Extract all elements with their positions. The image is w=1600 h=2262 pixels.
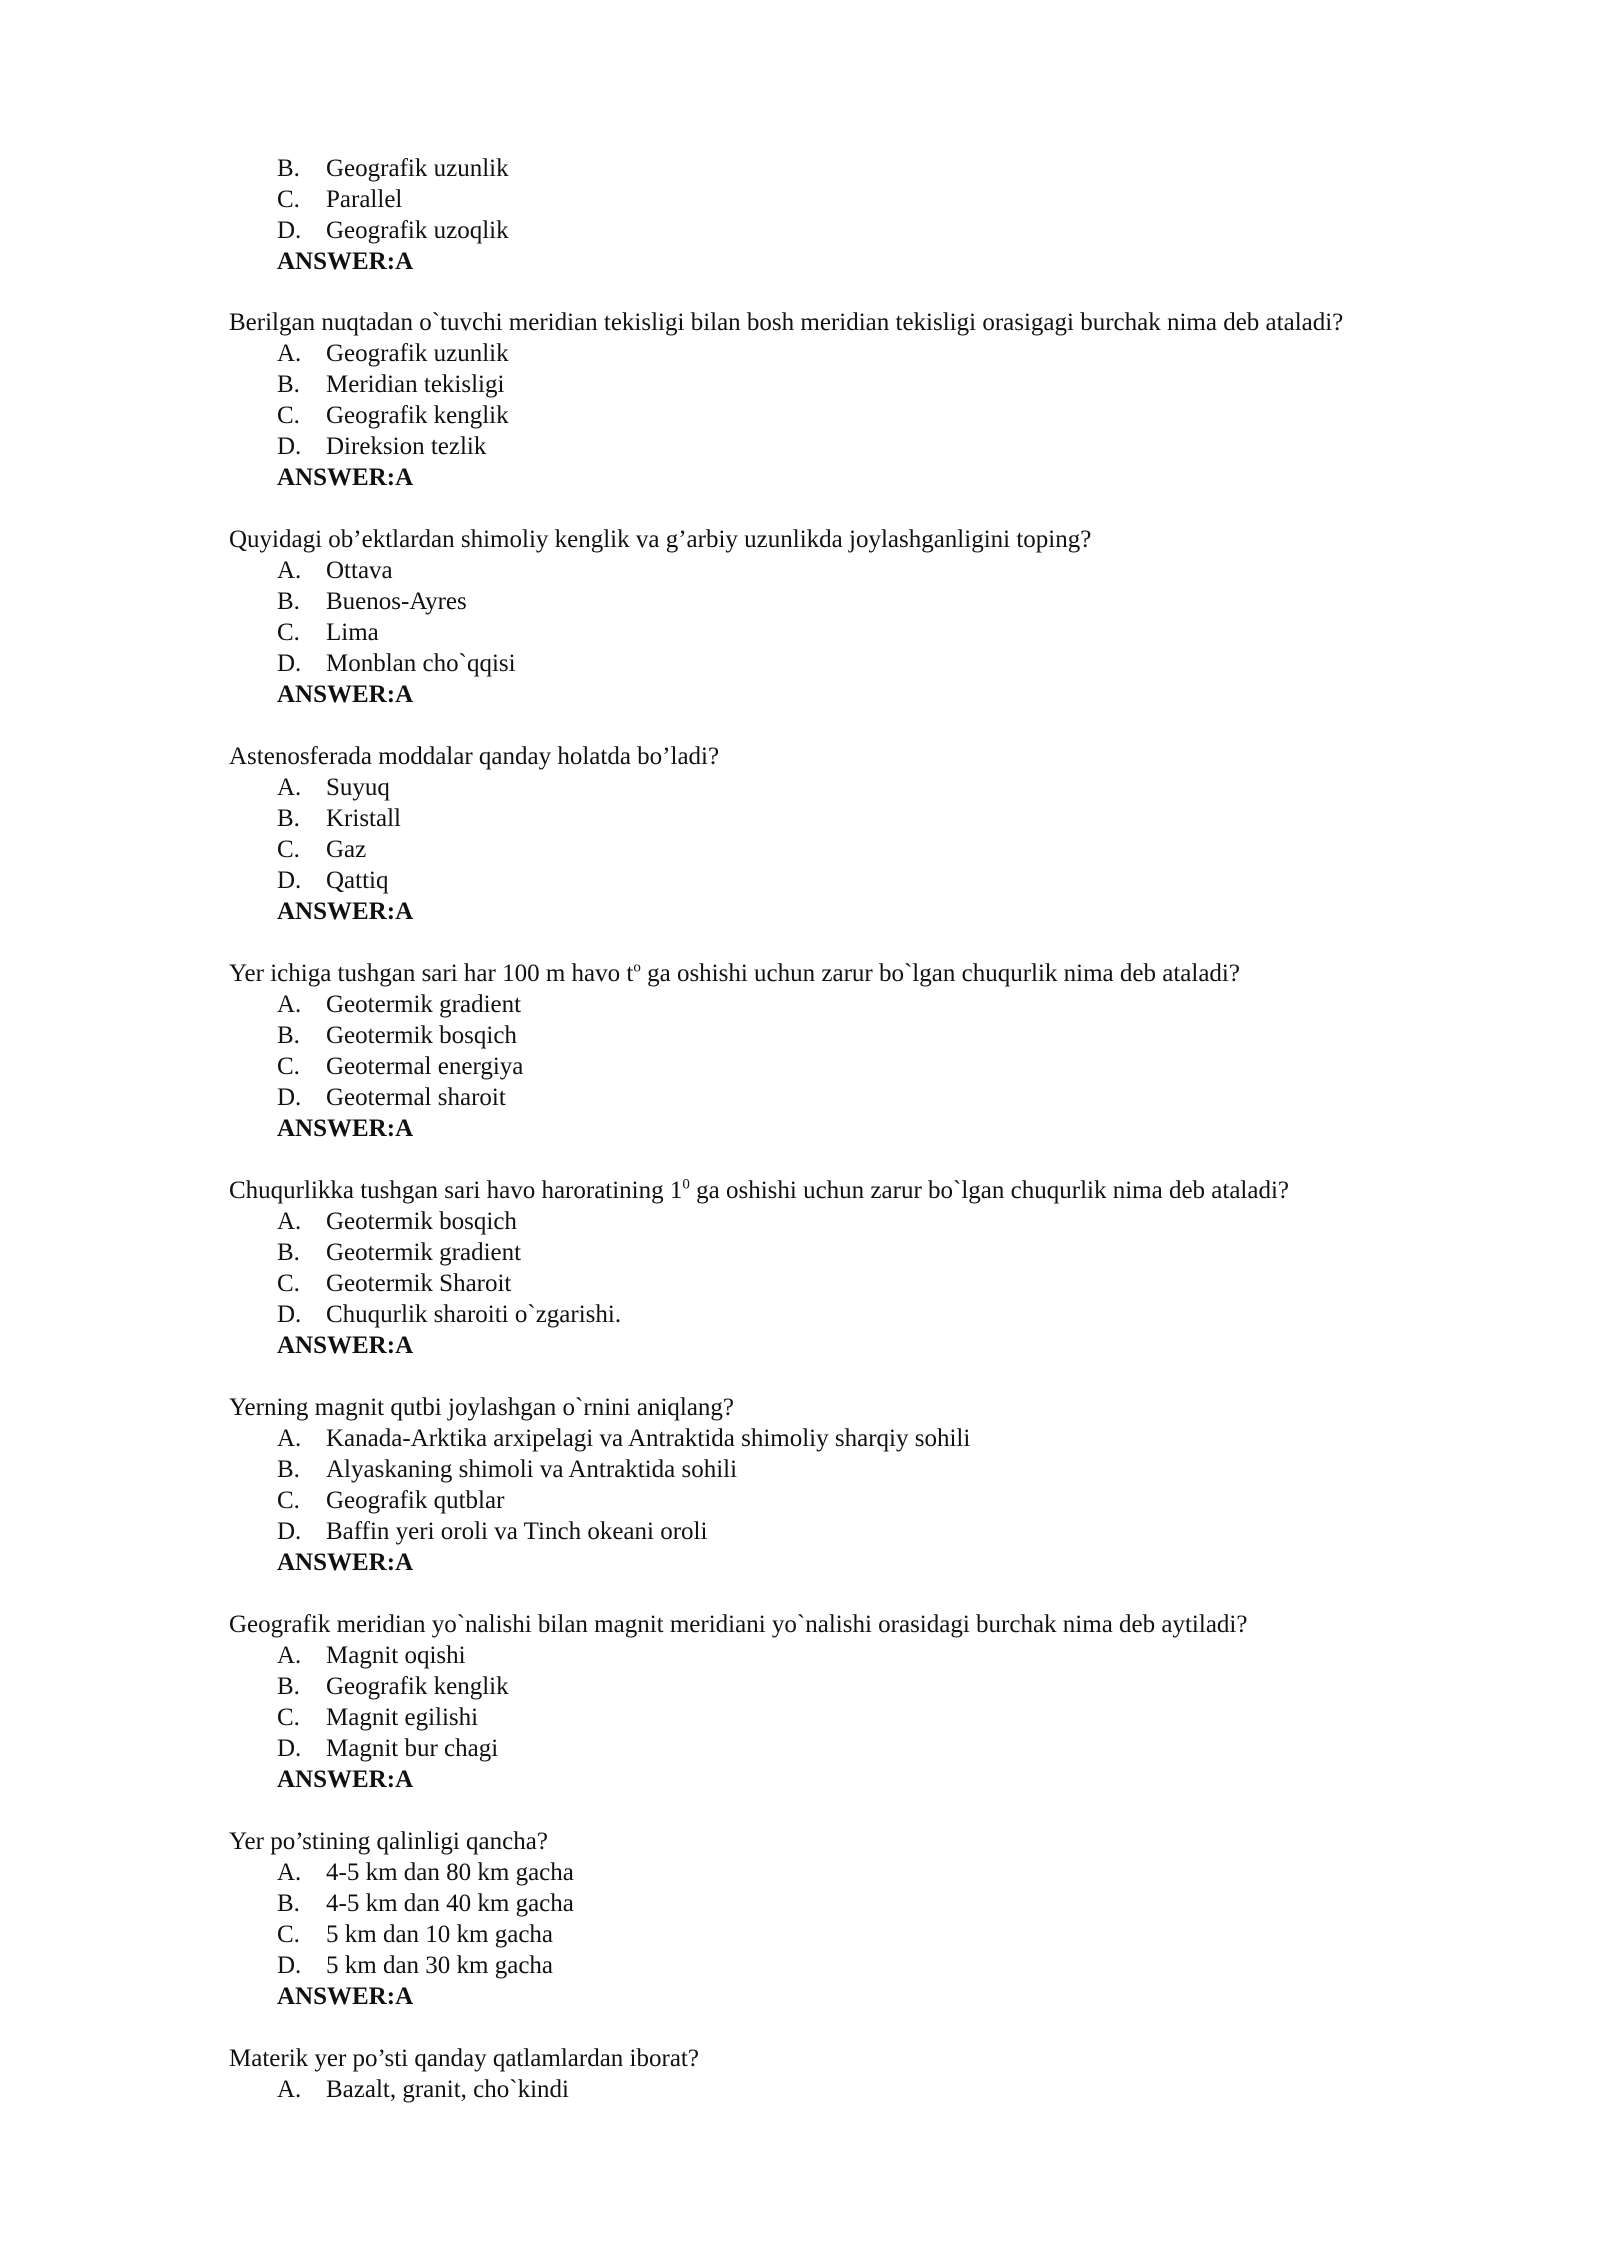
option-text: Geografik uzunlik bbox=[326, 340, 509, 367]
option-letter: B. bbox=[277, 1890, 300, 1917]
option-b bbox=[277, 586, 467, 617]
option-b bbox=[277, 1237, 521, 1268]
question-text: Quyidagi ob’ektlardan shimoliy kenglik va g’arbiy uzunlikda joylashganligini toping? bbox=[229, 526, 1092, 553]
option-letter: A. bbox=[277, 2076, 302, 2103]
option-a bbox=[277, 772, 390, 803]
option-c bbox=[277, 400, 509, 431]
option-text: Monblan cho`qqisi bbox=[326, 650, 516, 677]
option-letter: B. bbox=[277, 155, 300, 182]
option-letter: D. bbox=[277, 1301, 302, 1328]
option-letter: D. bbox=[277, 650, 302, 677]
option-letter: C. bbox=[277, 1704, 300, 1731]
option-letter: C. bbox=[277, 1053, 300, 1080]
option-a bbox=[277, 989, 521, 1020]
option-c bbox=[277, 834, 366, 865]
answer-line: ANSWER:A bbox=[277, 1115, 414, 1142]
option-a bbox=[277, 338, 509, 369]
option-a bbox=[277, 1857, 574, 1888]
option-b bbox=[277, 803, 401, 834]
option-letter: B. bbox=[277, 1022, 300, 1049]
option-text: Suyuq bbox=[326, 774, 390, 801]
option-letter: B. bbox=[277, 1673, 300, 1700]
question-text bbox=[229, 1175, 1289, 1206]
superscript: 0 bbox=[682, 1176, 690, 1193]
question-text bbox=[229, 958, 1240, 989]
option-text: Baffin yeri oroli va Tinch okeani oroli bbox=[326, 1518, 708, 1545]
option-letter: C. bbox=[277, 402, 300, 429]
option-letter: D. bbox=[277, 217, 302, 244]
answer-line: ANSWER:A bbox=[277, 464, 414, 491]
option-text: Lima bbox=[326, 619, 379, 646]
option-d bbox=[277, 1299, 621, 1330]
question-text-part: ga oshishi uchun zarur bo`lgan chuqurlik nima deb ataladi? bbox=[640, 960, 1240, 987]
option-text: 4-5 km dan 80 km gacha bbox=[326, 1859, 574, 1886]
option-letter: A. bbox=[277, 991, 302, 1018]
option-letter: C. bbox=[277, 186, 300, 213]
question-text: Yerning magnit qutbi joylashgan o`rnini aniqlang? bbox=[229, 1394, 735, 1421]
option-text: 4-5 km dan 40 km gacha bbox=[326, 1890, 574, 1917]
option-text: Meridian tekisligi bbox=[326, 371, 505, 398]
option-text: Geotermik Sharoit bbox=[326, 1270, 512, 1297]
option-d bbox=[277, 1950, 553, 1981]
question-text: Astenosferada moddalar qanday holatda bo’ladi? bbox=[229, 743, 720, 770]
option-text: Geotermik gradient bbox=[326, 991, 522, 1018]
option-text: Direksion tezlik bbox=[326, 433, 487, 460]
option-letter: C. bbox=[277, 619, 300, 646]
option-text: Parallel bbox=[326, 186, 403, 213]
question-text: Geografik meridian yo`nalishi bilan magnit meridiani yo`nalishi orasidagi burchak nima deb aytiladi? bbox=[229, 1611, 1248, 1638]
option-c bbox=[277, 617, 379, 648]
option-text: Chuqurlik sharoiti o`zgarishi. bbox=[326, 1301, 622, 1328]
option-text: Geografik kenglik bbox=[326, 1673, 509, 1700]
option-letter: C. bbox=[277, 1487, 300, 1514]
answer-line: ANSWER:A bbox=[277, 248, 414, 275]
option-b bbox=[277, 1020, 517, 1051]
option-text: Ottava bbox=[326, 557, 393, 584]
question-text-part: Yer ichiga tushgan sari har 100 m havo t bbox=[229, 960, 634, 987]
option-letter: B. bbox=[277, 588, 300, 615]
question-text: Materik yer po’sti qanday qatlamlardan iborat? bbox=[229, 2045, 699, 2072]
option-b bbox=[277, 153, 509, 184]
option-b bbox=[277, 1888, 574, 1919]
option-text: Magnit oqishi bbox=[326, 1642, 466, 1669]
option-letter: D. bbox=[277, 1952, 302, 1979]
option-text: Geografik uzunlik bbox=[326, 155, 509, 182]
answer-line: ANSWER:A bbox=[277, 898, 414, 925]
option-a bbox=[277, 1206, 517, 1237]
question-text: Yer po’stining qalinligi qancha? bbox=[229, 1828, 548, 1855]
option-text: Geografik uzoqlik bbox=[326, 217, 509, 244]
option-text: Magnit egilishi bbox=[326, 1704, 479, 1731]
option-letter: D. bbox=[277, 1518, 302, 1545]
option-letter: D. bbox=[277, 433, 302, 460]
option-letter: C. bbox=[277, 836, 300, 863]
option-text: 5 km dan 10 km gacha bbox=[326, 1921, 554, 1948]
option-text: Qattiq bbox=[326, 867, 389, 894]
option-text: Geotermik bosqich bbox=[326, 1022, 517, 1049]
option-c bbox=[277, 1485, 504, 1516]
option-letter: A. bbox=[277, 1642, 302, 1669]
option-letter: B. bbox=[277, 805, 300, 832]
option-text: Kanada-Arktika arxipelagi va Antraktida shimoliy sharqiy sohili bbox=[326, 1425, 971, 1452]
option-b bbox=[277, 1454, 737, 1485]
option-letter: A. bbox=[277, 1425, 302, 1452]
option-letter: B. bbox=[277, 371, 300, 398]
option-text: Geotermal sharoit bbox=[326, 1084, 506, 1111]
option-text: Geografik qutblar bbox=[326, 1487, 505, 1514]
option-text: Gaz bbox=[326, 836, 367, 863]
option-letter: A. bbox=[277, 340, 302, 367]
option-d bbox=[277, 648, 516, 679]
option-a bbox=[277, 1640, 466, 1671]
option-letter: A. bbox=[277, 557, 302, 584]
option-d bbox=[277, 431, 486, 462]
question-text-part: ga oshishi uchun zarur bo`lgan chuqurlik nima deb ataladi? bbox=[689, 1177, 1290, 1204]
option-text: Geotermal energiya bbox=[326, 1053, 524, 1080]
option-d bbox=[277, 1082, 506, 1113]
option-c bbox=[277, 1919, 553, 1950]
option-text: 5 km dan 30 km gacha bbox=[326, 1952, 554, 1979]
option-letter: D. bbox=[277, 867, 302, 894]
answer-line: ANSWER:A bbox=[277, 681, 414, 708]
option-c bbox=[277, 1268, 511, 1299]
option-text: Geotermik bosqich bbox=[326, 1208, 517, 1235]
question-text-part: Chuqurlikka tushgan sari havo haroratining 1 bbox=[229, 1177, 683, 1204]
option-d bbox=[277, 865, 389, 896]
option-text: Geotermik gradient bbox=[326, 1239, 522, 1266]
answer-line: ANSWER:A bbox=[277, 1332, 414, 1359]
option-c bbox=[277, 184, 402, 215]
option-a bbox=[277, 1423, 970, 1454]
option-a bbox=[277, 555, 393, 586]
option-letter: A. bbox=[277, 774, 302, 801]
superscript: o bbox=[633, 959, 641, 976]
option-text: Magnit bur chagi bbox=[326, 1735, 499, 1762]
option-c bbox=[277, 1702, 478, 1733]
option-d bbox=[277, 1733, 498, 1764]
option-letter: B. bbox=[277, 1456, 300, 1483]
option-text: Kristall bbox=[326, 805, 401, 832]
option-letter: A. bbox=[277, 1859, 302, 1886]
option-letter: B. bbox=[277, 1239, 300, 1266]
answer-line: ANSWER:A bbox=[277, 1766, 414, 1793]
option-text: Buenos-Ayres bbox=[326, 588, 467, 615]
option-d bbox=[277, 1516, 707, 1547]
option-letter: D. bbox=[277, 1735, 302, 1762]
option-text: Bazalt, granit, cho`kindi bbox=[326, 2076, 569, 2103]
option-letter: A. bbox=[277, 1208, 302, 1235]
option-letter: C. bbox=[277, 1270, 300, 1297]
option-text: Alyaskaning shimoli va Antraktida sohili bbox=[326, 1456, 738, 1483]
option-b bbox=[277, 369, 504, 400]
option-letter: C. bbox=[277, 1921, 300, 1948]
option-letter: D. bbox=[277, 1084, 302, 1111]
answer-line: ANSWER:A bbox=[277, 1983, 414, 2010]
question-text: Berilgan nuqtadan o`tuvchi meridian tekisligi bilan bosh meridian tekisligi orasigagi burchak nima deb ataladi? bbox=[229, 309, 1344, 336]
option-a bbox=[277, 2074, 569, 2105]
option-b bbox=[277, 1671, 509, 1702]
option-d bbox=[277, 215, 509, 246]
option-c bbox=[277, 1051, 523, 1082]
option-text: Geografik kenglik bbox=[326, 402, 509, 429]
answer-line: ANSWER:A bbox=[277, 1549, 414, 1576]
